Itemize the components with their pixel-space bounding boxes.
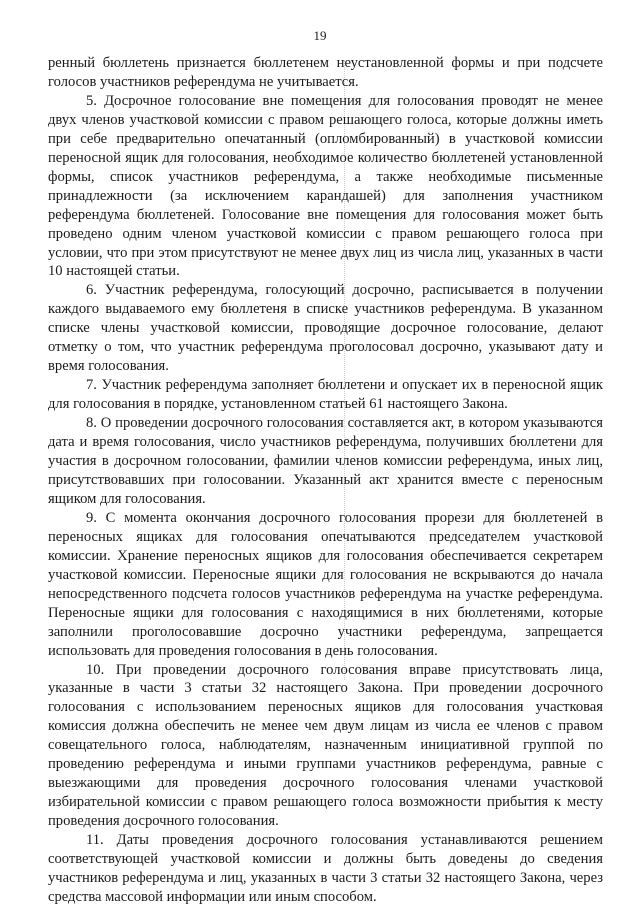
paragraph-item-8: 8. О проведении досрочного голосования составляется акт, в котором указываются дата и время голосования, число участников референдума, получивших бюллетени для участия в досрочном голосовании, фамилии членов комиссии референдума, иных лиц, присутствовавших при голосовании. Указанный акт хранится вместе с переносным ящиком для голосования. [48, 415, 603, 507]
paragraph-item-5: 5. Досрочное голосование вне помещения для голосования проводят не менее двух членов участковой комиссии с правом решающего голоса, которые должны иметь при себе предварительно опечатанный (опломбированный) в участковой комиссии переносной ящик для голосования, необходимое количество бюллетеней установленной формы, список участников референдума, а также необходимые письменные принадлежности (за исключением карандашей) для заполнения участником референдума бюллетеней. Голосование вне помещения для голосования может быть проведено одним членом участковой комиссии с правом решающего голоса при условии, что при этом присутствуют не менее двух лиц из числа лиц, указанных в части 10 настоящей статьи. [48, 92, 603, 280]
paragraph-item-7: 7. Участник референдума заполняет бюллетени и опускает их в переносной ящик для голосования в порядке, установленном статьей 61 настоящего Закона. [48, 377, 603, 413]
paragraph-item-6: 6. Участник референдума, голосующий досрочно, расписывается в получении каждого выдаваемого ему бюллетеня в списке участников референдума. В указанном списке члены участковой комиссии, проводящие досрочное голосование, делают отметку о том, что участник референдума проголосовал досрочно, указывают дату и время голосования. [48, 282, 603, 375]
page-number: 19 [313, 28, 327, 43]
paragraph-item-11: 11. Даты проведения досрочного голосования устанавливаются решением соответствующей участковой комиссии и должны быть доведены до сведения участников референдума и лиц, указанных в части 3 статьи 32 настоящего Закона, через средства массовой информации или иным способом. [48, 832, 603, 905]
paragraph-continuation: ренный бюллетень признается бюллетенем неустановленной формы и при подсчете голосов участников референдума не учитывается. [48, 55, 603, 90]
document-body [48, 54, 603, 907]
paragraph-item-9: 9. С момента окончания досрочного голосования прорези для бюллетеней в переносных ящиках для голосования опечатываются председателем участковой комиссии. Хранение переносных ящиков для голосования обеспечивается секретарем участковой комиссии. Переносные ящики для голосования не вскрываются до начала непосредственного подсчета голосов участников референдума на участке референдума. Переносные ящики для голосования с находящимися в них бюллетенями, которые заполнили проголосовавшие досрочно участники референдума, запрещается использовать для проведения голосования в день голосования. [48, 509, 603, 659]
paragraph-item-10: 10. При проведении досрочного голосования вправе присутствовать лица, указанные в части 3 статьи 32 настоящего Закона. При проведении досрочного голосования с использованием переносных ящиков для голосования участковая комиссия должна обеспечить не менее чем двум лицам из числа ее членов с правом совещательного голоса, наблюдателям, назначенным инициативной группой по проведению референдума и иными группами участников референдума, равные с выезжающими для проведения досрочного голосования членами участковой избирательной комиссии с правом решающего голоса возможности прибытия к месту проведения досрочного голосования. [48, 661, 603, 830]
